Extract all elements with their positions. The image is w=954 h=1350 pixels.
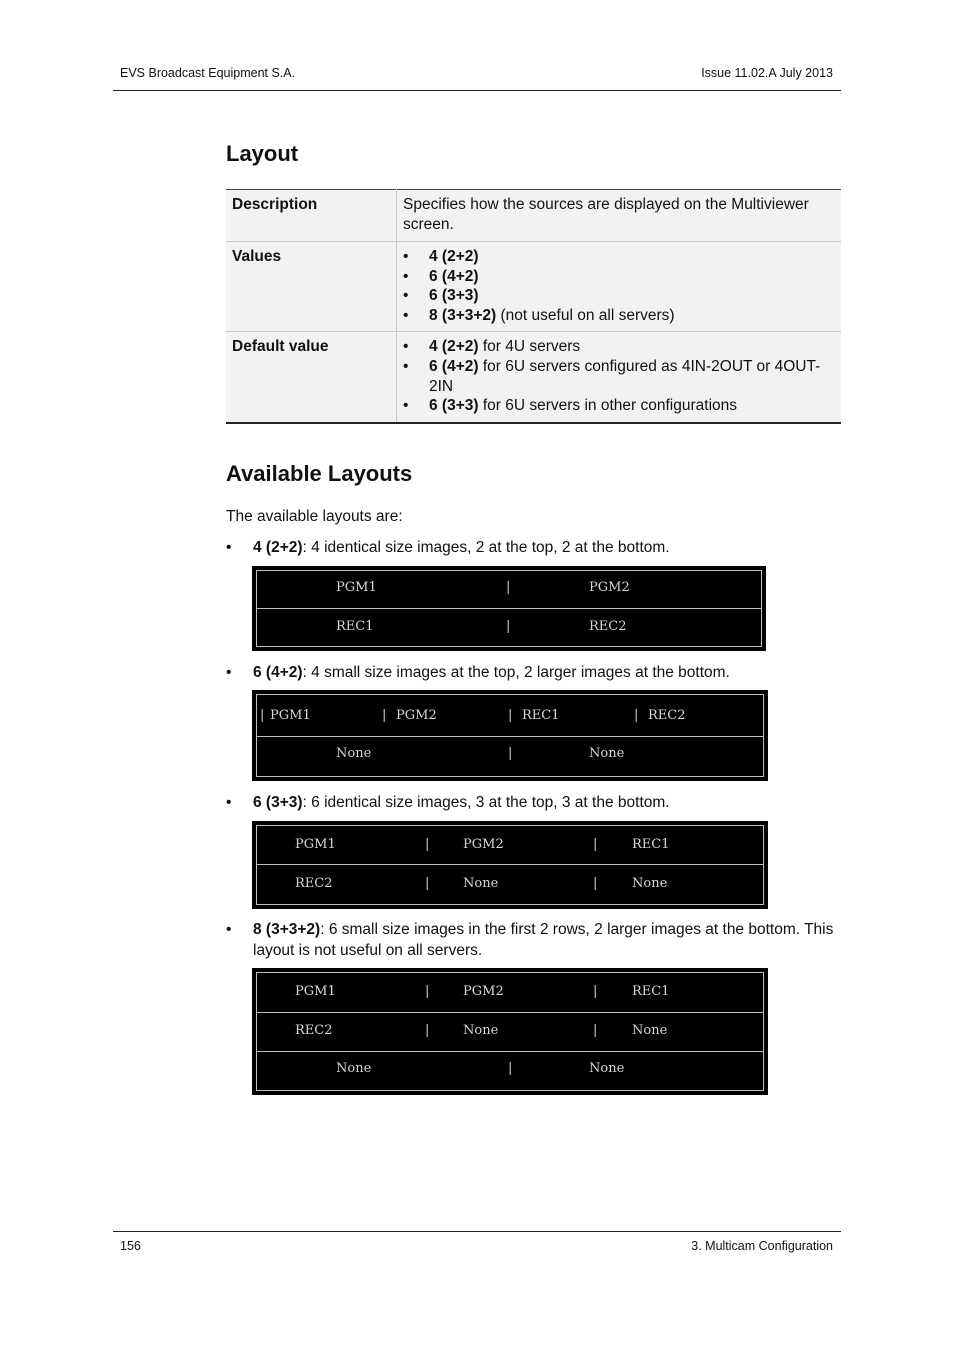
screen-4-2plus2: PGM1 | PGM2 REC1 | REC2: [252, 566, 766, 651]
screen-cell: PGM2: [396, 708, 437, 723]
available-layouts-heading: Available Layouts: [226, 461, 413, 486]
screen-cell: PGM2: [589, 580, 630, 595]
header-company: EVS Broadcast Equipment S.A.: [120, 66, 296, 80]
screen-cell: None: [589, 1061, 625, 1076]
screen-cell: None: [632, 876, 668, 891]
screen-cell: None: [463, 1023, 499, 1038]
values-label: Values: [226, 242, 397, 332]
screen-cell: REC2: [295, 1023, 333, 1038]
layout-bullet-4: • 8 (3+3+2): 6 small size images in the first 2 rows, 2 larger images at the bottom. This layout is not useful on all servers.: [226, 921, 834, 959]
defaults-list: [403, 337, 835, 415]
screen-cell: REC1: [522, 708, 560, 723]
screen-8-3plus3plus2: PGM1 | PGM2 | REC1 REC2 | None | None None | None: [252, 968, 768, 1095]
defaults-item: • 4 (2+2) for 4U servers: [403, 337, 835, 357]
header-issue: Issue 11.02.A July 2013: [701, 66, 833, 80]
screen-cell: None: [336, 746, 372, 761]
page-footer: [113, 1231, 841, 1258]
screen-cell: PGM1: [295, 837, 336, 852]
screen-cell: REC1: [632, 837, 670, 852]
page-header: [113, 64, 841, 91]
screen-cell: REC2: [295, 876, 333, 891]
values-item: • 6 (3+3): [403, 286, 835, 306]
available-intro: The available layouts are:: [226, 508, 403, 525]
description-value: Specifies how the sources are displayed on the Multiviewer screen.: [403, 196, 809, 233]
values-row: [226, 242, 841, 332]
screen-cell: PGM2: [463, 984, 504, 999]
screen-cell: PGM1: [270, 708, 311, 723]
defaults-item: • 6 (4+2) for 6U servers configured as 4IN-2OUT or 4OUT-2IN: [403, 357, 835, 396]
screen-cell: None: [463, 876, 499, 891]
screen-cell: None: [336, 1061, 372, 1076]
screen-cell: PGM2: [463, 837, 504, 852]
screen-6-3plus3: PGM1 | PGM2 | REC1 REC2 | None | None: [252, 821, 768, 909]
default-label: Default value: [226, 332, 397, 423]
screen-cell: PGM1: [336, 580, 377, 595]
screen-cell: REC2: [648, 708, 686, 723]
layout-heading: Layout: [226, 141, 299, 166]
default-row: [226, 332, 841, 423]
screen-6-4plus2: | PGM1 | PGM2 | REC1 | REC2 None | None: [252, 690, 768, 781]
screen-cell: PGM1: [295, 984, 336, 999]
page-number: 156: [120, 1239, 141, 1253]
layout-properties-table: [226, 189, 841, 424]
screen-cell: None: [589, 746, 625, 761]
defaults-item: • 6 (3+3) for 6U servers in other configurations: [403, 396, 835, 416]
screen-cell: REC1: [336, 619, 374, 634]
chapter-title: 3. Multicam Configuration: [691, 1239, 833, 1253]
values-item: • 8 (3+3+2) (not useful on all servers): [403, 306, 835, 326]
values-item: • 4 (2+2): [403, 247, 835, 267]
screen-cell: None: [632, 1023, 668, 1038]
description-label: Description: [226, 190, 397, 242]
screen-cell: REC1: [632, 984, 670, 999]
screen-cell: REC2: [589, 619, 627, 634]
values-list: [403, 247, 835, 325]
values-item: • 6 (4+2): [403, 267, 835, 287]
description-row: [226, 190, 841, 242]
